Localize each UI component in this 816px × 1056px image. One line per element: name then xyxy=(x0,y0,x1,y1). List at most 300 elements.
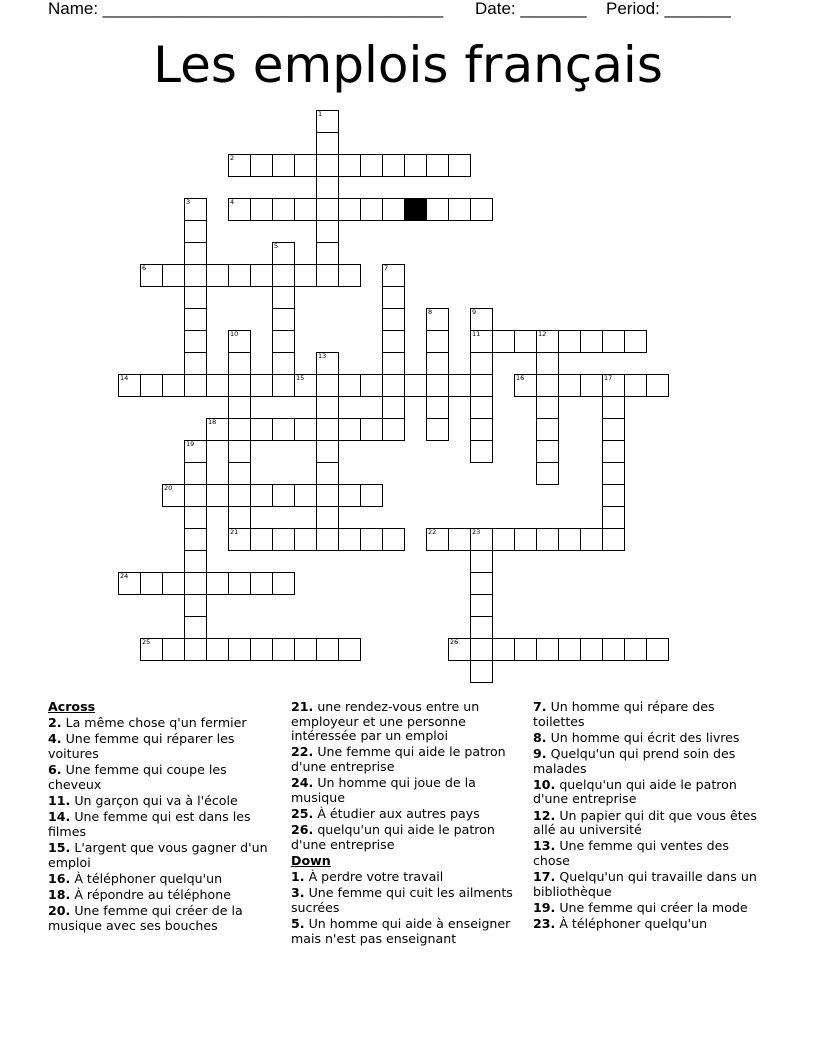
grid-cell[interactable] xyxy=(184,506,207,529)
clue-item xyxy=(533,731,768,746)
grid-cell[interactable] xyxy=(382,264,405,287)
grid-cell[interactable] xyxy=(272,572,295,595)
grid-cell[interactable] xyxy=(206,572,229,595)
grid-cell[interactable] xyxy=(228,462,251,485)
grid-cell[interactable] xyxy=(184,616,207,639)
grid-cell[interactable] xyxy=(602,418,625,441)
clue-text: À téléphoner quelqu'un xyxy=(555,916,708,932)
grid-cell[interactable] xyxy=(250,638,273,661)
clue-text: Un homme qui écrit des livres xyxy=(546,729,740,745)
grid-cell[interactable] xyxy=(382,198,405,221)
clue-number: 20 xyxy=(164,484,173,492)
clue-number-label: 24. xyxy=(291,775,314,791)
grid-cell[interactable] xyxy=(448,198,471,221)
grid-cell[interactable] xyxy=(382,308,405,331)
clue-number: 4 xyxy=(230,198,235,206)
grid-cell[interactable] xyxy=(184,220,207,243)
grid-cell[interactable] xyxy=(272,286,295,309)
grid-cell[interactable] xyxy=(514,638,537,661)
grid-cell[interactable] xyxy=(470,638,493,661)
grid-cell[interactable] xyxy=(492,638,515,661)
grid-cell[interactable] xyxy=(250,418,273,441)
grid-cell[interactable] xyxy=(382,374,405,397)
grid-cell[interactable] xyxy=(228,198,251,221)
clue-number: 15 xyxy=(296,374,305,382)
clue-text: Quelqu'un qui travaille dans un bibliothèque xyxy=(533,869,757,899)
clue-item xyxy=(48,732,276,761)
grid-cell[interactable] xyxy=(294,638,317,661)
grid-cell[interactable] xyxy=(228,396,251,419)
grid-cell[interactable] xyxy=(448,638,471,661)
grid-cell[interactable] xyxy=(470,616,493,639)
grid-cell[interactable] xyxy=(536,638,559,661)
grid-cell[interactable] xyxy=(536,418,559,441)
grid-cell[interactable] xyxy=(448,528,471,551)
clue-number: 2 xyxy=(230,154,235,162)
grid-cell[interactable] xyxy=(536,462,559,485)
clue-number-label: 13. xyxy=(533,838,556,854)
grid-cell[interactable] xyxy=(624,374,647,397)
grid-cell[interactable] xyxy=(470,660,493,683)
clue-text: Une femme qui cuit les ailments sucrées xyxy=(291,885,513,915)
grid-cell[interactable] xyxy=(426,198,449,221)
grid-cell[interactable] xyxy=(162,572,185,595)
grid-cell[interactable] xyxy=(228,572,251,595)
grid-cell[interactable] xyxy=(536,374,559,397)
grid-cell[interactable] xyxy=(382,396,405,419)
grid-cell[interactable] xyxy=(272,528,295,551)
grid-cell[interactable] xyxy=(602,440,625,463)
clue-text: Une femme qui aide le patron d'une entreprise xyxy=(291,744,506,774)
clue-item xyxy=(533,839,768,868)
grid-cell[interactable] xyxy=(272,154,295,177)
grid-cell[interactable] xyxy=(316,638,339,661)
grid-cell[interactable] xyxy=(514,330,537,353)
grid-cell[interactable] xyxy=(470,198,493,221)
grid-cell[interactable] xyxy=(360,154,383,177)
clue-text: L'argent que vous gagner d'un emploi xyxy=(48,839,268,870)
grid-cell[interactable] xyxy=(558,330,581,353)
clue-item xyxy=(291,745,519,774)
grid-cell[interactable] xyxy=(426,330,449,353)
grid-cell[interactable] xyxy=(228,264,251,287)
grid-cell[interactable] xyxy=(316,396,339,419)
clue-text: À répondre au téléphone xyxy=(70,886,231,902)
clue-number-label: 14. xyxy=(48,809,71,825)
clue-number: 25 xyxy=(142,638,151,646)
grid-cell[interactable] xyxy=(580,330,603,353)
clue-number-label: 16. xyxy=(48,870,71,886)
grid-cell[interactable] xyxy=(272,484,295,507)
clue-item xyxy=(291,807,519,822)
grid-cell[interactable] xyxy=(338,418,361,441)
grid-cell[interactable] xyxy=(558,374,581,397)
grid-cell[interactable] xyxy=(228,352,251,375)
grid-cell[interactable] xyxy=(360,198,383,221)
across-heading: Across xyxy=(48,699,96,714)
clue-number-label: 1. xyxy=(291,869,305,885)
grid-cell[interactable] xyxy=(272,418,295,441)
clue-number: 1 xyxy=(318,110,323,118)
grid-cell[interactable] xyxy=(558,638,581,661)
grid-cell[interactable] xyxy=(184,440,207,463)
grid-cell[interactable] xyxy=(492,330,515,353)
clue-number-label: 19. xyxy=(533,899,556,915)
clue-number: 17 xyxy=(604,374,613,382)
clue-number-label: 9. xyxy=(533,745,547,761)
grid-cell[interactable] xyxy=(426,352,449,375)
grid-cell[interactable] xyxy=(228,418,251,441)
grid-cell[interactable] xyxy=(316,462,339,485)
grid-cell[interactable] xyxy=(338,484,361,507)
grid-cell[interactable] xyxy=(316,198,339,221)
grid-cell[interactable] xyxy=(470,550,493,573)
grid-cell[interactable] xyxy=(228,440,251,463)
clue-number-label: 10. xyxy=(533,776,556,792)
clue-number: 10 xyxy=(230,330,239,338)
grid-cell[interactable] xyxy=(228,638,251,661)
grid-cell[interactable] xyxy=(404,374,427,397)
clue-text: Une femme qui ventes des chose xyxy=(533,838,729,868)
grid-cell[interactable] xyxy=(426,396,449,419)
grid-cell[interactable] xyxy=(316,528,339,551)
grid-cell[interactable] xyxy=(184,286,207,309)
grid-cell[interactable] xyxy=(316,484,339,507)
clue-text: Un papier qui dit que vous êtes allé au université xyxy=(533,807,757,838)
grid-cell[interactable] xyxy=(426,308,449,331)
grid-cell[interactable] xyxy=(250,264,273,287)
clue-text: À perdre votre travail xyxy=(304,869,444,885)
clue-text: quelqu'un qui aide le patron d'une entreprise xyxy=(291,822,495,852)
grid-cell[interactable] xyxy=(470,396,493,419)
clue-item xyxy=(48,872,276,887)
grid-cell[interactable] xyxy=(250,374,273,397)
grid-cell[interactable] xyxy=(316,110,339,133)
grid-cell[interactable] xyxy=(316,440,339,463)
grid-cell[interactable] xyxy=(250,528,273,551)
grid-cell[interactable] xyxy=(514,374,537,397)
grid-cell[interactable] xyxy=(184,572,207,595)
grid-cell[interactable] xyxy=(316,132,339,155)
grid-cell[interactable] xyxy=(272,198,295,221)
clues-column-3 xyxy=(533,700,768,933)
grid-cell[interactable] xyxy=(250,484,273,507)
clue-number: 11 xyxy=(472,330,481,338)
grid-cell[interactable] xyxy=(536,528,559,551)
clue-number-label: 22. xyxy=(291,744,314,760)
clue-text: Un garçon qui va à l'école xyxy=(70,792,238,808)
clue-item xyxy=(533,901,768,916)
grid-cell[interactable] xyxy=(426,154,449,177)
grid-cell[interactable] xyxy=(360,418,383,441)
clue-number: 5 xyxy=(274,242,279,250)
clue-number-label: 4. xyxy=(48,731,62,747)
grid-cell[interactable] xyxy=(184,638,207,661)
grid-cell[interactable] xyxy=(228,528,251,551)
grid-cell[interactable] xyxy=(162,264,185,287)
period-line[interactable]: Period: _______ xyxy=(606,0,731,18)
grid-cell[interactable] xyxy=(360,374,383,397)
grid-cell[interactable] xyxy=(338,374,361,397)
clue-item xyxy=(291,776,519,805)
clue-number-label: 8. xyxy=(533,729,547,745)
clue-item xyxy=(533,809,768,838)
grid-cell[interactable] xyxy=(294,484,317,507)
grid-cell[interactable] xyxy=(492,528,515,551)
grid-cell[interactable] xyxy=(470,352,493,375)
grid-cell[interactable] xyxy=(470,308,493,331)
clue-number-label: 25. xyxy=(291,805,314,821)
clue-text: Une femme qui créer la mode xyxy=(555,899,748,915)
clue-number: 7 xyxy=(384,264,389,272)
clue-number: 6 xyxy=(142,264,147,272)
grid-cell[interactable] xyxy=(316,264,339,287)
grid-cell[interactable] xyxy=(602,506,625,529)
grid-cell[interactable] xyxy=(228,484,251,507)
grid-cell[interactable] xyxy=(624,330,647,353)
clue-number-label: 5. xyxy=(291,916,305,932)
grid-cell[interactable] xyxy=(316,352,339,375)
grid-cell[interactable] xyxy=(184,242,207,265)
clue-item xyxy=(533,870,768,899)
grid-cell[interactable] xyxy=(272,308,295,331)
grid-cell[interactable] xyxy=(602,374,625,397)
grid-cell[interactable] xyxy=(338,198,361,221)
grid-cell[interactable] xyxy=(206,484,229,507)
grid-cell[interactable] xyxy=(426,418,449,441)
grid-cell[interactable] xyxy=(228,330,251,353)
grid-cell[interactable] xyxy=(360,484,383,507)
grid-cell[interactable] xyxy=(602,528,625,551)
grid-cell[interactable] xyxy=(184,374,207,397)
grid-cell[interactable] xyxy=(580,528,603,551)
grid-cell[interactable] xyxy=(184,308,207,331)
clue-number: 8 xyxy=(428,308,433,316)
clue-number-label: 6. xyxy=(48,762,62,778)
grid-cell[interactable] xyxy=(382,528,405,551)
clue-number-label: 15. xyxy=(48,839,71,855)
grid-cell[interactable] xyxy=(272,352,295,375)
grid-cell[interactable] xyxy=(624,638,647,661)
clue-number-label: 23. xyxy=(533,916,556,932)
grid-cell[interactable] xyxy=(228,154,251,177)
grid-cell[interactable] xyxy=(426,528,449,551)
grid-cell[interactable] xyxy=(184,484,207,507)
grid-cell[interactable] xyxy=(250,572,273,595)
grid-cell[interactable] xyxy=(118,572,141,595)
grid-cell[interactable] xyxy=(316,242,339,265)
clue-number: 18 xyxy=(208,418,217,426)
clue-number-label: 18. xyxy=(48,886,71,902)
grid-cell[interactable] xyxy=(602,396,625,419)
grid-cell[interactable] xyxy=(140,264,163,287)
name-line[interactable]: Name: ____________________________________ xyxy=(48,0,444,18)
clue-item xyxy=(291,917,519,946)
grid-cell[interactable] xyxy=(338,638,361,661)
grid-cell[interactable] xyxy=(470,418,493,441)
clue-item xyxy=(48,841,276,870)
grid-cell[interactable] xyxy=(382,418,405,441)
grid-cell[interactable] xyxy=(206,264,229,287)
clue-number: 19 xyxy=(186,440,195,448)
clue-item xyxy=(533,747,768,776)
grid-cell[interactable] xyxy=(470,374,493,397)
grid-cell[interactable] xyxy=(338,154,361,177)
grid-cell[interactable] xyxy=(294,264,317,287)
grid-cell[interactable] xyxy=(580,638,603,661)
grid-cell[interactable] xyxy=(184,352,207,375)
grid-cell[interactable] xyxy=(162,484,185,507)
grid-cell[interactable] xyxy=(558,528,581,551)
clue-item xyxy=(48,716,276,731)
grid-cell[interactable] xyxy=(206,374,229,397)
grid-cell[interactable] xyxy=(294,528,317,551)
grid-cell[interactable] xyxy=(272,242,295,265)
clue-item xyxy=(291,886,519,915)
grid-cell[interactable] xyxy=(118,374,141,397)
clue-text: Une femme qui réparer les voitures xyxy=(48,731,235,761)
grid-cell[interactable] xyxy=(646,374,669,397)
grid-cell[interactable] xyxy=(602,330,625,353)
clue-number-label: 20. xyxy=(48,903,71,919)
clue-number: 24 xyxy=(120,572,129,580)
clue-number-label: 26. xyxy=(291,822,314,838)
clue-number-label: 17. xyxy=(533,869,556,885)
grid-cell[interactable] xyxy=(184,330,207,353)
clue-number-label: 11. xyxy=(48,792,71,808)
grid-cell[interactable] xyxy=(206,418,229,441)
clue-number: 26 xyxy=(450,638,459,646)
across-clue-list-continued xyxy=(291,700,519,852)
grid-cell[interactable] xyxy=(294,154,317,177)
clue-number-label: 2. xyxy=(48,715,62,731)
grid-cell[interactable] xyxy=(184,198,207,221)
grid-cell[interactable] xyxy=(272,638,295,661)
grid-cell[interactable] xyxy=(448,154,471,177)
grid-cell[interactable] xyxy=(162,638,185,661)
grid-cell[interactable] xyxy=(316,418,339,441)
clue-number: 23 xyxy=(472,528,481,536)
grid-cell[interactable] xyxy=(140,572,163,595)
clue-number: 21 xyxy=(230,528,239,536)
clue-text: Un homme qui répare des toilettes xyxy=(533,699,715,729)
grid-cell[interactable] xyxy=(316,374,339,397)
grid-cell[interactable] xyxy=(140,638,163,661)
grid-cell[interactable] xyxy=(470,528,493,551)
clue-text: La même chose q'un fermier xyxy=(61,715,247,731)
grid-cell[interactable] xyxy=(294,418,317,441)
clue-number-label: 21. xyxy=(291,699,314,714)
grid-cell[interactable] xyxy=(206,638,229,661)
grid-cell[interactable] xyxy=(228,506,251,529)
grid-cell[interactable] xyxy=(162,374,185,397)
grid-cell[interactable] xyxy=(272,264,295,287)
grid-cell[interactable] xyxy=(470,440,493,463)
grid-cell[interactable] xyxy=(536,352,559,375)
grid-cell[interactable] xyxy=(316,506,339,529)
grid-cell[interactable] xyxy=(316,220,339,243)
grid-cell[interactable] xyxy=(514,528,537,551)
grid-cell[interactable] xyxy=(250,154,273,177)
grid-cell[interactable] xyxy=(184,264,207,287)
grid-cell[interactable] xyxy=(316,176,339,199)
clue-item xyxy=(533,700,768,729)
grid-cell[interactable] xyxy=(382,352,405,375)
down-clue-list-continued xyxy=(533,700,768,932)
clue-number-label: 3. xyxy=(291,885,305,901)
grid-cell[interactable] xyxy=(184,528,207,551)
grid-cell[interactable] xyxy=(580,374,603,397)
grid-cell[interactable] xyxy=(448,374,471,397)
clue-item xyxy=(48,763,276,792)
grid-cell[interactable] xyxy=(536,330,559,353)
grid-cell[interactable] xyxy=(316,154,339,177)
clue-text: Une femme qui coupe les cheveux xyxy=(48,762,227,792)
clue-number: 13 xyxy=(318,352,327,360)
grid-cell[interactable] xyxy=(602,484,625,507)
clue-item xyxy=(291,700,519,744)
clue-item xyxy=(291,870,519,885)
grid-cell[interactable] xyxy=(382,154,405,177)
grid-cell[interactable] xyxy=(382,286,405,309)
clue-item xyxy=(48,904,276,933)
grid-cell[interactable] xyxy=(602,638,625,661)
clue-number-label: 12. xyxy=(533,807,556,823)
grid-cell[interactable] xyxy=(426,374,449,397)
grid-cell[interactable] xyxy=(250,198,273,221)
clue-number: 14 xyxy=(120,374,129,382)
grid-cell[interactable] xyxy=(382,330,405,353)
clue-text: Une femme qui est dans les filmes xyxy=(48,809,251,839)
clue-number: 12 xyxy=(538,330,547,338)
grid-cell[interactable] xyxy=(470,594,493,617)
grid-cell[interactable] xyxy=(338,528,361,551)
clue-item xyxy=(533,917,768,932)
grid-cell[interactable] xyxy=(360,528,383,551)
clue-item xyxy=(48,794,276,809)
grid-cell[interactable] xyxy=(272,374,295,397)
clue-text: À étudier aux autres pays xyxy=(313,805,480,821)
date-line[interactable]: Date: _______ xyxy=(475,0,587,18)
clue-number: 22 xyxy=(428,528,437,536)
grid-cell[interactable] xyxy=(184,550,207,573)
grid-cell[interactable] xyxy=(404,154,427,177)
grid-cell[interactable] xyxy=(294,198,317,221)
grid-cell[interactable] xyxy=(338,264,361,287)
grid-cell[interactable] xyxy=(228,374,251,397)
grid-cell[interactable] xyxy=(536,396,559,419)
clue-text: une rendez-vous entre un employeur et une personne intéressée par un emploi xyxy=(291,699,480,744)
grid-cell[interactable] xyxy=(646,638,669,661)
clue-number: 16 xyxy=(516,374,525,382)
grid-cell[interactable] xyxy=(470,572,493,595)
clue-item xyxy=(291,823,519,852)
clue-text: À téléphoner quelqu'un xyxy=(70,870,223,886)
grid-cell[interactable] xyxy=(294,374,317,397)
grid-cell[interactable] xyxy=(184,462,207,485)
page-title: Les emplois français xyxy=(153,36,663,94)
grid-cell[interactable] xyxy=(140,374,163,397)
clue-text: Une femme qui créer de la musique avec ses bouches xyxy=(48,903,243,933)
clue-text: quelqu'un qui aide le patron d'une entreprise xyxy=(533,776,737,807)
grid-cell[interactable] xyxy=(602,462,625,485)
clue-item xyxy=(533,778,768,807)
grid-cell[interactable] xyxy=(184,594,207,617)
grid-cell[interactable] xyxy=(470,330,493,353)
grid-cell[interactable] xyxy=(536,440,559,463)
grid-cell[interactable] xyxy=(272,330,295,353)
black-cell xyxy=(404,198,427,221)
